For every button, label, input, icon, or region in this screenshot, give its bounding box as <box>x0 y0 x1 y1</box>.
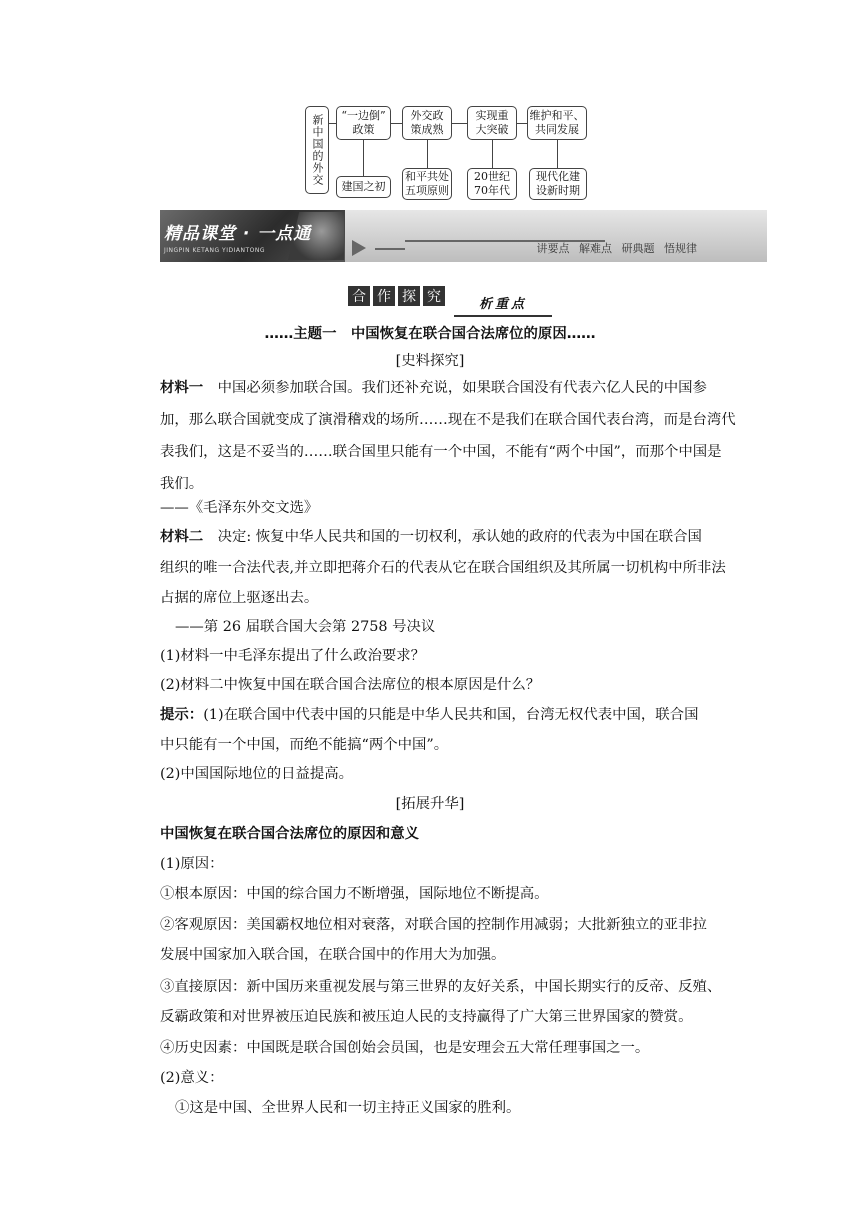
material-two-line: 占据的席位上驱逐出去。 <box>160 590 319 606</box>
list-heading: (1)原因： <box>160 856 224 872</box>
diagram-connector <box>492 140 493 168</box>
material-source: ——第 26 届联合国大会第 2758 号决议 <box>175 619 436 635</box>
diagram-connector <box>427 140 428 168</box>
material-two-line: 组织的唯一合法代表,并立即把蒋介石的代表从它在联合国组织及其所属一切机构中所非法 <box>160 560 726 576</box>
hint-line: 中只能有一个中国，而绝不能搞“两个中国”。 <box>160 737 449 753</box>
diagram-stage: 维护和平、 共同发展 <box>527 106 587 140</box>
banner-divider <box>375 248 405 250</box>
badge-char: 作 <box>373 286 395 306</box>
diagram-connector <box>329 123 336 124</box>
hint-label: 提示： <box>160 707 204 723</box>
section-label: [拓展升华] <box>395 796 465 812</box>
list-heading: (2)意义： <box>160 1070 224 1086</box>
diagram-connector <box>557 140 558 168</box>
section-banner <box>160 210 767 262</box>
hint-text: (1)在联合国中代表中国的只能是中华人民共和国，台湾无权代表中国，联合国 <box>203 707 699 723</box>
banner-title: 精品课堂 · 一点通 <box>164 224 312 244</box>
list-item: ①根本原因：中国的综合国力不断增强，国际地位不断提高。 <box>160 886 549 902</box>
diagram-note: 建国之初 <box>336 176 391 198</box>
diagram-note: 和平共处 五项原则 <box>402 168 452 200</box>
diagram-note: 20世纪 70年代 <box>467 168 517 200</box>
section-badge <box>348 286 527 312</box>
badge-char: 合 <box>348 286 370 306</box>
material-one-line <box>160 378 707 398</box>
list-item: ③直接原因：新中国历来重视发展与第三世界的友好关系，中国长期实行的反帝、反殖、 <box>160 979 722 995</box>
material-text: 中国必须参加联合国。我们还补充说，如果联合国没有代表六亿人民的中国参 <box>203 380 707 396</box>
material-text: 决定: 恢复中华人民共和国的一切权利，承认她的政府的代表为中国在联合国 <box>203 529 702 545</box>
badge-char: 探 <box>398 286 420 306</box>
section-label: [史料探究] <box>395 353 465 369</box>
badge-tail: 析重点 <box>454 295 552 317</box>
material-one-line: 我们。 <box>160 476 204 492</box>
list-item: ②客观原因：美国霸权地位相对衰落，对联合国的控制作用减弱；大批新独立的亚非拉 <box>160 917 707 933</box>
material-one-line: 表我们，这是不妥当的……联合国里只能有一个中国，不能有“两个中国”，而那个中国是 <box>160 444 722 460</box>
material-source: ——《毛泽东外交文选》 <box>160 500 319 516</box>
banner-tags: 讲要点 解难点 研典题 悟规律 <box>536 242 697 255</box>
question: (2)材料二中恢复中国在联合国合法席位的根本原因是什么？ <box>160 677 541 693</box>
badge-char: 究 <box>423 286 445 306</box>
diagram-connector <box>363 140 364 176</box>
diagram-root: 新中国的外交 <box>305 106 329 194</box>
list-item: 反霸政策和对世界被压迫民族和被压迫人民的支持赢得了广大第三世界国家的赞赏。 <box>160 1009 693 1025</box>
diagram-connector <box>391 123 402 124</box>
list-item: 发展中国家加入联合国，在联合国中的作用大为加强。 <box>160 947 506 963</box>
banner-logo-panel <box>160 210 345 262</box>
diagram-stage: 外交政 策成熟 <box>402 106 452 140</box>
material-label: 材料二 <box>160 529 204 545</box>
play-arrow-icon <box>352 240 366 256</box>
diagram-connector <box>517 123 527 124</box>
diagram-note: 现代化建 设新时期 <box>529 168 587 200</box>
diagram-stage: “一边倒” 政策 <box>336 106 391 140</box>
hint-line <box>160 705 698 725</box>
question: (1)材料一中毛泽东提出了什么政治要求？ <box>160 648 426 664</box>
list-item: ④历史因素：中国既是联合国创始会员国，也是安理会五大常任理事国之一。 <box>160 1040 650 1056</box>
topic-heading: ……主题一 中国恢复在联合国合法席位的原因…… <box>264 326 596 342</box>
material-two-line <box>160 527 702 547</box>
hint-line: (2)中国国际地位的日益提高。 <box>160 766 354 782</box>
diagram-stage: 实现重 大突破 <box>467 106 517 140</box>
list-item: ①这是中国、全世界人民和一切主持正义国家的胜利。 <box>175 1100 521 1116</box>
material-label: 材料一 <box>160 380 204 396</box>
banner-subtitle: JINGPIN KETANG YIDIANTONG <box>164 247 265 254</box>
diagram-connector <box>452 123 467 124</box>
subsection-title: 中国恢复在联合国合法席位的原因和意义 <box>160 826 420 842</box>
material-one-line: 加，那么联合国就变成了演滑稽戏的场所……现在不是我们在联合国代表台湾，而是台湾代 <box>160 412 736 428</box>
